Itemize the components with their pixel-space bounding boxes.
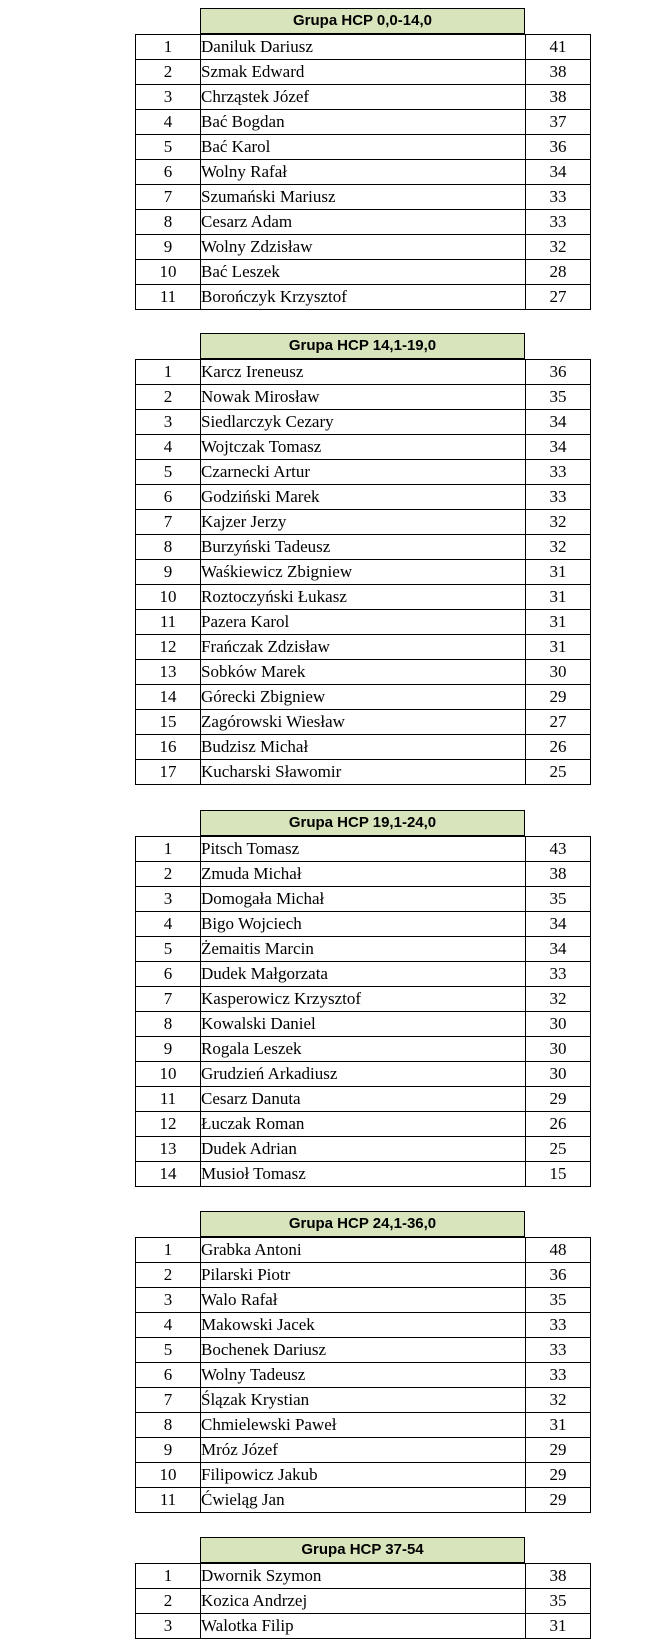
table-row [136, 1288, 591, 1313]
rank-cell: 4 [136, 1313, 201, 1338]
player-name-cell: Kowalski Daniel [201, 1012, 526, 1037]
points-cell: 33 [526, 485, 591, 510]
points-cell: 34 [526, 160, 591, 185]
rank-cell: 7 [136, 1388, 201, 1413]
rank-cell: 2 [136, 60, 201, 85]
player-name-cell: Wolny Rafał [201, 160, 526, 185]
points-cell: 33 [526, 1338, 591, 1363]
rank-cell: 5 [136, 1338, 201, 1363]
rank-cell: 11 [136, 610, 201, 635]
table-row [136, 760, 591, 785]
table-row [136, 535, 591, 560]
rank-cell: 9 [136, 235, 201, 260]
rank-cell: 6 [136, 160, 201, 185]
rank-cell: 2 [136, 1589, 201, 1614]
points-cell: 36 [526, 135, 591, 160]
player-name-cell: Daniluk Dariusz [201, 35, 526, 60]
results-table [135, 1563, 591, 1639]
table-row [136, 1363, 591, 1388]
rank-cell: 1 [136, 35, 201, 60]
table-row [136, 585, 591, 610]
rank-cell: 12 [136, 635, 201, 660]
points-cell: 25 [526, 760, 591, 785]
table-row [136, 635, 591, 660]
table-row [136, 1012, 591, 1037]
player-name-cell: Ślązak Krystian [201, 1388, 526, 1413]
rank-cell: 5 [136, 135, 201, 160]
table-row [136, 837, 591, 862]
table-row [136, 35, 591, 60]
points-cell: 36 [526, 360, 591, 385]
points-cell: 15 [526, 1162, 591, 1187]
player-name-cell: Karcz Ireneusz [201, 360, 526, 385]
table-row [136, 235, 591, 260]
player-name-cell: Ćwieląg Jan [201, 1488, 526, 1513]
points-cell: 30 [526, 1062, 591, 1087]
points-cell: 29 [526, 1087, 591, 1112]
table-row [136, 560, 591, 585]
player-name-cell: Szumański Mariusz [201, 185, 526, 210]
table-row [136, 1112, 591, 1137]
player-name-cell: Pazera Karol [201, 610, 526, 635]
table-row [136, 285, 591, 310]
rank-cell: 10 [136, 585, 201, 610]
table-row [136, 937, 591, 962]
points-cell: 31 [526, 585, 591, 610]
rank-cell: 4 [136, 435, 201, 460]
points-cell: 29 [526, 1488, 591, 1513]
rank-cell: 1 [136, 837, 201, 862]
table-row [136, 1388, 591, 1413]
group-title: Grupa HCP 19,1-24,0 [200, 810, 525, 836]
player-name-cell: Cesarz Adam [201, 210, 526, 235]
table-row [136, 485, 591, 510]
player-name-cell: Siedlarczyk Cezary [201, 410, 526, 435]
points-cell: 31 [526, 610, 591, 635]
table-row [136, 385, 591, 410]
table-row [136, 85, 591, 110]
player-name-cell: Kajzer Jerzy [201, 510, 526, 535]
group-title: Grupa HCP 14,1-19,0 [200, 333, 525, 359]
table-row [136, 1438, 591, 1463]
table-row [136, 110, 591, 135]
player-name-cell: Górecki Zbigniew [201, 685, 526, 710]
table-row [136, 685, 591, 710]
points-cell: 33 [526, 460, 591, 485]
rank-cell: 13 [136, 660, 201, 685]
player-name-cell: Czarnecki Artur [201, 460, 526, 485]
points-cell: 34 [526, 410, 591, 435]
table-row [136, 135, 591, 160]
table-row [136, 1087, 591, 1112]
points-cell: 41 [526, 35, 591, 60]
points-cell: 38 [526, 85, 591, 110]
player-name-cell: Walo Rafał [201, 1288, 526, 1313]
table-row [136, 710, 591, 735]
table-row [136, 1137, 591, 1162]
player-name-cell: Budzisz Michał [201, 735, 526, 760]
points-cell: 37 [526, 110, 591, 135]
points-cell: 32 [526, 535, 591, 560]
rank-cell: 1 [136, 1238, 201, 1263]
player-name-cell: Bać Karol [201, 135, 526, 160]
rank-cell: 2 [136, 862, 201, 887]
points-cell: 38 [526, 862, 591, 887]
table-row [136, 510, 591, 535]
table-row [136, 1488, 591, 1513]
points-cell: 26 [526, 1112, 591, 1137]
points-cell: 48 [526, 1238, 591, 1263]
table-row [136, 1338, 591, 1363]
rank-cell: 3 [136, 1288, 201, 1313]
points-cell: 33 [526, 1313, 591, 1338]
table-row [136, 435, 591, 460]
rank-cell: 7 [136, 510, 201, 535]
points-cell: 29 [526, 1438, 591, 1463]
table-row [136, 1313, 591, 1338]
group-title: Grupa HCP 0,0-14,0 [200, 8, 525, 34]
points-cell: 28 [526, 260, 591, 285]
points-cell: 27 [526, 285, 591, 310]
table-row [136, 1413, 591, 1438]
rank-cell: 1 [136, 360, 201, 385]
points-cell: 32 [526, 1388, 591, 1413]
player-name-cell: Łuczak Roman [201, 1112, 526, 1137]
rank-cell: 12 [136, 1112, 201, 1137]
player-name-cell: Pitsch Tomasz [201, 837, 526, 862]
table-row [136, 610, 591, 635]
player-name-cell: Grudzień Arkadiusz [201, 1062, 526, 1087]
rank-cell: 16 [136, 735, 201, 760]
rank-cell: 3 [136, 410, 201, 435]
player-name-cell: Bać Bogdan [201, 110, 526, 135]
player-name-cell: Szmak Edward [201, 60, 526, 85]
rank-cell: 2 [136, 385, 201, 410]
rank-cell: 5 [136, 460, 201, 485]
rank-cell: 3 [136, 887, 201, 912]
player-name-cell: Dudek Adrian [201, 1137, 526, 1162]
points-cell: 25 [526, 1137, 591, 1162]
player-name-cell: Żemaitis Marcin [201, 937, 526, 962]
points-cell: 34 [526, 937, 591, 962]
rank-cell: 7 [136, 185, 201, 210]
points-cell: 30 [526, 1037, 591, 1062]
player-name-cell: Bochenek Dariusz [201, 1338, 526, 1363]
rank-cell: 9 [136, 1438, 201, 1463]
table-row [136, 410, 591, 435]
player-name-cell: Kasperowicz Krzysztof [201, 987, 526, 1012]
points-cell: 38 [526, 60, 591, 85]
points-cell: 35 [526, 385, 591, 410]
points-cell: 31 [526, 1614, 591, 1639]
rank-cell: 8 [136, 535, 201, 560]
points-cell: 31 [526, 635, 591, 660]
points-cell: 33 [526, 185, 591, 210]
table-row [136, 1589, 591, 1614]
points-cell: 34 [526, 435, 591, 460]
points-cell: 38 [526, 1564, 591, 1589]
points-cell: 34 [526, 912, 591, 937]
table-row [136, 360, 591, 385]
player-name-cell: Grabka Antoni [201, 1238, 526, 1263]
player-name-cell: Musioł Tomasz [201, 1162, 526, 1187]
rank-cell: 6 [136, 962, 201, 987]
player-name-cell: Chrząstek Józef [201, 85, 526, 110]
results-table [135, 836, 591, 1187]
points-cell: 30 [526, 1012, 591, 1037]
results-table [135, 359, 591, 785]
player-name-cell: Wolny Zdzisław [201, 235, 526, 260]
points-cell: 31 [526, 560, 591, 585]
player-name-cell: Dudek Małgorzata [201, 962, 526, 987]
player-name-cell: Rogala Leszek [201, 1037, 526, 1062]
table-row [136, 862, 591, 887]
player-name-cell: Godziński Marek [201, 485, 526, 510]
points-cell: 32 [526, 510, 591, 535]
player-name-cell: Wolny Tadeusz [201, 1363, 526, 1388]
table-row [136, 887, 591, 912]
player-name-cell: Dwornik Szymon [201, 1564, 526, 1589]
rank-cell: 4 [136, 912, 201, 937]
rank-cell: 11 [136, 1087, 201, 1112]
points-cell: 33 [526, 962, 591, 987]
points-cell: 27 [526, 710, 591, 735]
table-row [136, 1062, 591, 1087]
player-name-cell: Bigo Wojciech [201, 912, 526, 937]
rank-cell: 5 [136, 937, 201, 962]
table-row [136, 1238, 591, 1263]
player-name-cell: Pilarski Piotr [201, 1263, 526, 1288]
table-row [136, 1162, 591, 1187]
rank-cell: 14 [136, 685, 201, 710]
results-table [135, 34, 591, 310]
points-cell: 31 [526, 1413, 591, 1438]
points-cell: 43 [526, 837, 591, 862]
results-table [135, 1237, 591, 1513]
player-name-cell: Zagórowski Wiesław [201, 710, 526, 735]
player-name-cell: Wojtczak Tomasz [201, 435, 526, 460]
rank-cell: 9 [136, 560, 201, 585]
rank-cell: 6 [136, 485, 201, 510]
rank-cell: 10 [136, 260, 201, 285]
points-cell: 32 [526, 235, 591, 260]
points-cell: 33 [526, 210, 591, 235]
player-name-cell: Filipowicz Jakub [201, 1463, 526, 1488]
table-row [136, 912, 591, 937]
player-name-cell: Roztoczyński Łukasz [201, 585, 526, 610]
points-cell: 29 [526, 685, 591, 710]
points-cell: 32 [526, 987, 591, 1012]
rank-cell: 10 [136, 1463, 201, 1488]
group-title: Grupa HCP 24,1-36,0 [200, 1211, 525, 1237]
table-row [136, 1263, 591, 1288]
table-row [136, 1037, 591, 1062]
rank-cell: 14 [136, 1162, 201, 1187]
table-row [136, 1564, 591, 1589]
player-name-cell: Frańczak Zdzisław [201, 635, 526, 660]
table-row [136, 185, 591, 210]
rank-cell: 1 [136, 1564, 201, 1589]
rank-cell: 4 [136, 110, 201, 135]
player-name-cell: Kozica Andrzej [201, 1589, 526, 1614]
points-cell: 29 [526, 1463, 591, 1488]
points-cell: 35 [526, 887, 591, 912]
table-row [136, 210, 591, 235]
rank-cell: 11 [136, 285, 201, 310]
table-row [136, 60, 591, 85]
points-cell: 35 [526, 1589, 591, 1614]
points-cell: 30 [526, 660, 591, 685]
player-name-cell: Sobków Marek [201, 660, 526, 685]
player-name-cell: Bać Leszek [201, 260, 526, 285]
rank-cell: 8 [136, 1012, 201, 1037]
rank-cell: 15 [136, 710, 201, 735]
table-row [136, 460, 591, 485]
rank-cell: 9 [136, 1037, 201, 1062]
rank-cell: 11 [136, 1488, 201, 1513]
table-row [136, 1463, 591, 1488]
table-row [136, 962, 591, 987]
player-name-cell: Domogała Michał [201, 887, 526, 912]
table-row [136, 987, 591, 1012]
player-name-cell: Borończyk Krzysztof [201, 285, 526, 310]
player-name-cell: Mróz Józef [201, 1438, 526, 1463]
rank-cell: 8 [136, 1413, 201, 1438]
points-cell: 35 [526, 1288, 591, 1313]
rank-cell: 2 [136, 1263, 201, 1288]
rank-cell: 10 [136, 1062, 201, 1087]
rank-cell: 7 [136, 987, 201, 1012]
player-name-cell: Waśkiewicz Zbigniew [201, 560, 526, 585]
table-row [136, 1614, 591, 1639]
rank-cell: 6 [136, 1363, 201, 1388]
rank-cell: 17 [136, 760, 201, 785]
player-name-cell: Kucharski Sławomir [201, 760, 526, 785]
player-name-cell: Zmuda Michał [201, 862, 526, 887]
group-title: Grupa HCP 37-54 [200, 1537, 525, 1563]
table-row [136, 160, 591, 185]
points-cell: 33 [526, 1363, 591, 1388]
points-cell: 36 [526, 1263, 591, 1288]
rank-cell: 8 [136, 210, 201, 235]
player-name-cell: Walotka Filip [201, 1614, 526, 1639]
table-row [136, 735, 591, 760]
rank-cell: 3 [136, 85, 201, 110]
rank-cell: 3 [136, 1614, 201, 1639]
player-name-cell: Cesarz Danuta [201, 1087, 526, 1112]
player-name-cell: Chmielewski Paweł [201, 1413, 526, 1438]
table-row [136, 260, 591, 285]
table-row [136, 660, 591, 685]
player-name-cell: Burzyński Tadeusz [201, 535, 526, 560]
player-name-cell: Nowak Mirosław [201, 385, 526, 410]
player-name-cell: Makowski Jacek [201, 1313, 526, 1338]
rank-cell: 13 [136, 1137, 201, 1162]
points-cell: 26 [526, 735, 591, 760]
